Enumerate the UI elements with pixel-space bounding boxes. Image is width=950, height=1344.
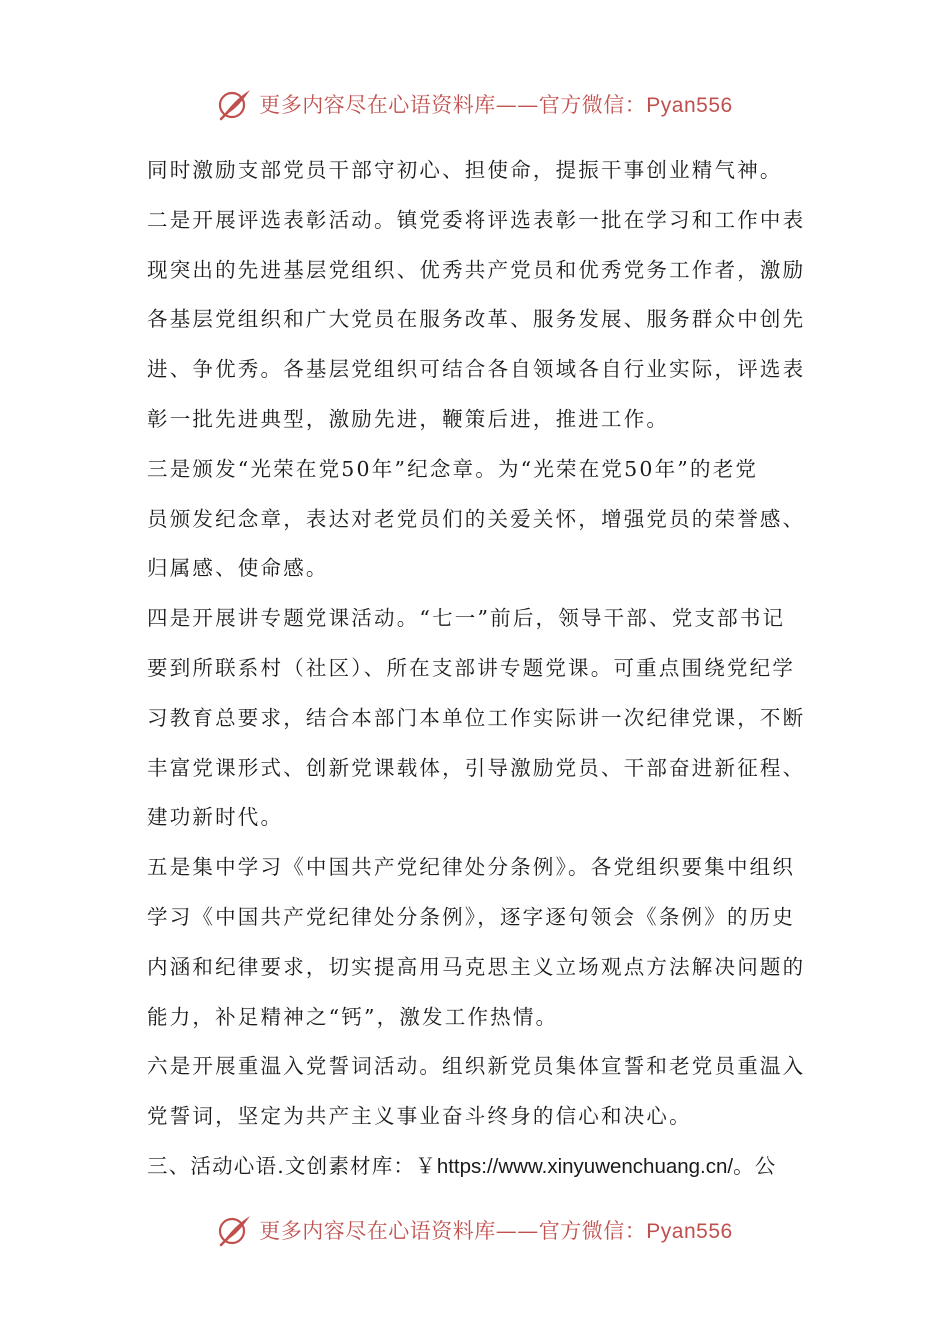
last-line-suffix: 。公 xyxy=(733,1153,777,1178)
body-line: 学习《中国共产党纪律处分条例》，逐字逐句领会《条例》的历史 xyxy=(147,904,796,929)
body-line: 能力，补足精神之“钙”，激发工作热情。 xyxy=(147,1004,559,1029)
body-line: 员颁发纪念章，表达对老党员们的关爱关怀，增强党员的荣誉感、 xyxy=(147,506,806,531)
header-wechat-label: 官方微信： xyxy=(538,93,647,117)
header-banner-text xyxy=(259,89,732,119)
body-line: 二是开展评选表彰活动。镇党委将评选表彰一批在学习和工作中表 xyxy=(147,207,806,232)
footer-dash: —— xyxy=(495,1219,539,1243)
footer-wechat-id: Pyan556 xyxy=(646,1220,733,1243)
footer-wechat-label: 官方微信： xyxy=(538,1219,647,1243)
body-line: 同时激励支部党员干部守初心、担使命，提振干事创业精气神。 xyxy=(147,158,783,182)
header-brand: 更多内容尽在心语资料库 xyxy=(259,93,496,117)
body-line: 各基层党组织和广大党员在服务改革、服务发展、服务群众中创先 xyxy=(147,307,806,332)
body-line: 内涵和纪律要求，切实提高用马克思主义立场观点方法解决问题的 xyxy=(147,954,806,979)
body-line: 党誓词，坚定为共产主义事业奋斗终身的信心和决心。 xyxy=(147,1104,692,1129)
footer-banner xyxy=(0,1206,950,1254)
document-body xyxy=(147,146,807,1192)
quill-pen-logo-icon xyxy=(217,86,253,122)
body-line: 五是集中学习《中国共产党纪律处分条例》。各党组织要集中组织 xyxy=(147,855,796,880)
footer-banner-text xyxy=(259,1215,732,1245)
body-line: 要到所联系村（社区）、所在支部讲专题党课。可重点围绕党纪学 xyxy=(147,655,796,680)
body-line: 彰一批先进典型，激励先进，鞭策后进，推进工作。 xyxy=(147,406,670,431)
body-line: 归属感、使命感。 xyxy=(147,556,329,581)
last-line-prefix: 三、活动心语.文创素材库：￥ xyxy=(147,1153,437,1178)
quill-pen-logo-icon xyxy=(217,1212,253,1248)
body-line: 四是开展讲专题党课活动。“七一”前后，领导干部、党支部书记 xyxy=(147,606,786,631)
body-line-with-link xyxy=(147,1142,807,1192)
resource-url-link[interactable]: https://www.xinyuwenchuang.cn/ xyxy=(436,1154,734,1178)
header-dash: —— xyxy=(495,93,539,117)
header-banner xyxy=(0,80,950,128)
body-line: 六是开展重温入党誓词活动。组织新党员集体宣誓和老党员重温入 xyxy=(147,1054,806,1079)
body-line: 现突出的先进基层党组织、优秀共产党员和优秀党务工作者，激励 xyxy=(147,257,806,282)
body-line: 丰富党课形式、创新党课载体，引导激励党员、干部奋进新征程、 xyxy=(147,755,806,780)
footer-brand: 更多内容尽在心语资料库 xyxy=(259,1219,496,1243)
body-line: 习教育总要求，结合本部门本单位工作实际讲一次纪律党课，不断 xyxy=(147,705,806,730)
body-line: 三是颁发“光荣在党50年”纪念章。为“光荣在党50年”的老党 xyxy=(147,456,759,481)
body-line: 进、争优秀。各基层党组织可结合各自领域各自行业实际，评选表 xyxy=(147,357,806,382)
body-line: 建功新时代。 xyxy=(147,805,284,830)
header-wechat-id: Pyan556 xyxy=(646,94,733,117)
